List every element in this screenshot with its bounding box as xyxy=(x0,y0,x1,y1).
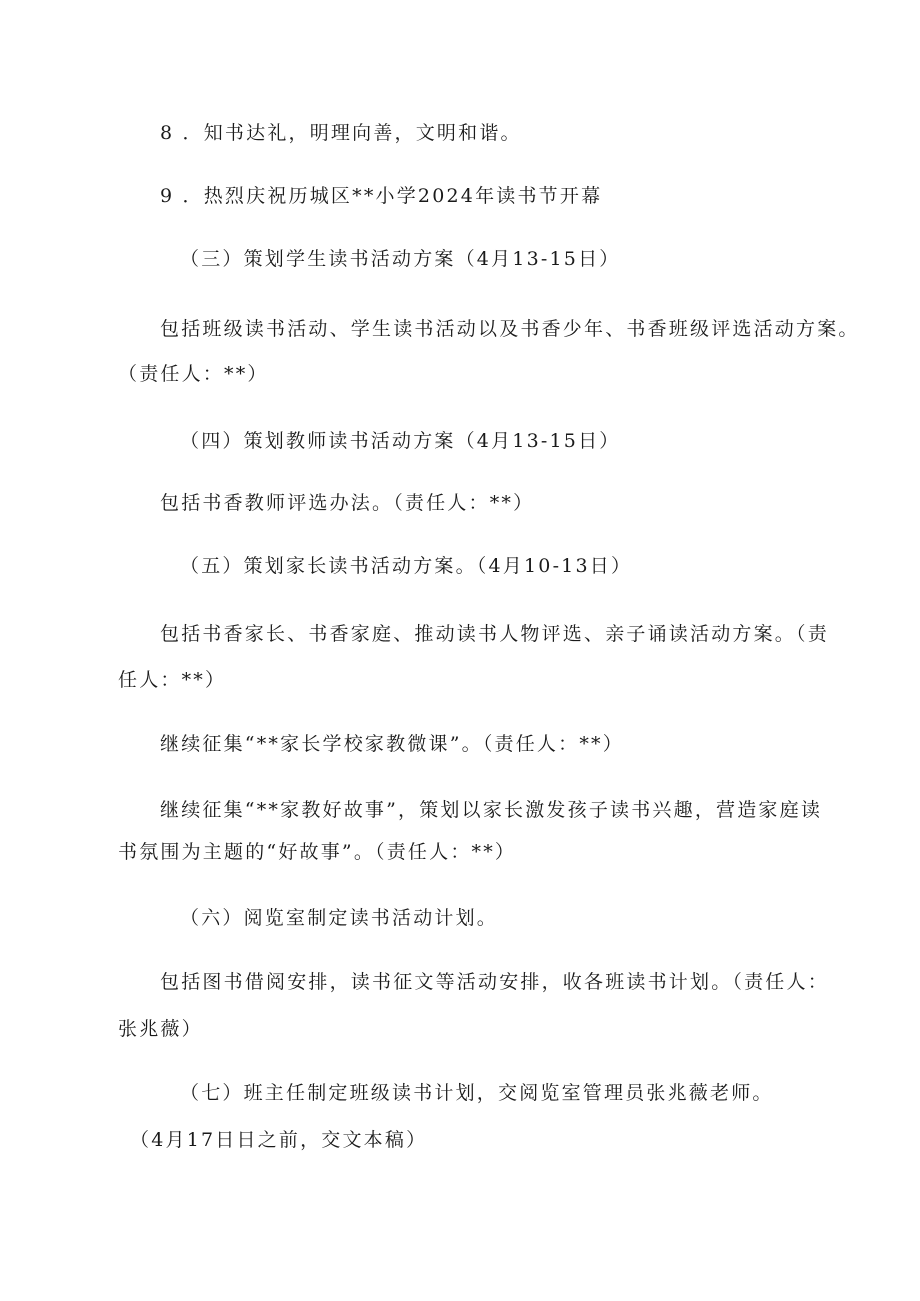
paragraph-student-plan-cont: （责任人：**） xyxy=(118,363,269,385)
section-heading-7: （七）班主任制定班级读书计划，交阅览室管理员张兆薇老师。 xyxy=(180,1082,774,1104)
paragraph-good-stories: 继续征集“**家教好故事”，策划以家长激发孩子读书兴趣，营造家庭读 xyxy=(160,799,823,821)
list-item-8: 8 ．知书达礼，明理向善，文明和谐。 xyxy=(160,122,522,144)
paragraph-teacher-plan: 包括书香教师评选办法。（责任人：**） xyxy=(160,492,535,514)
paragraph-reading-room-cont: 张兆薇） xyxy=(118,1018,203,1040)
paragraph-reading-room: 包括图书借阅安排，读书征文等活动安排，收各班读书计划。（责任人： xyxy=(160,971,829,993)
section-heading-3: （三）策划学生读书活动方案（4月13-15日） xyxy=(180,248,621,270)
section-heading-5: （五）策划家长读书活动方案。（4月10-13日） xyxy=(180,555,633,577)
paragraph-parent-plan: 包括书香家长、书香家庭、推动读书人物评选、亲子诵读活动方案。（责 xyxy=(160,623,829,645)
paragraph-micro-lesson: 继续征集“**家长学校家教微课”。（责任人：**） xyxy=(160,733,624,755)
paragraph-good-stories-cont: 书氛围为主题的“好故事”。（责任人：**） xyxy=(118,841,517,863)
paragraph-parent-plan-cont: 任人：**） xyxy=(118,669,227,691)
section-heading-6: （六）阅览室制定读书活动计划。 xyxy=(180,907,499,929)
section-heading-4: （四）策划教师读书活动方案（4月13-15日） xyxy=(180,430,621,452)
paragraph-student-plan: 包括班级读书活动、学生读书活动以及书香少年、书香班级评选活动方案。 xyxy=(160,318,860,340)
paragraph-deadline: （4月17日日之前，交文本稿） xyxy=(130,1129,428,1151)
list-item-9: 9 ．热烈庆祝历城区**小学2024年读书节开幕 xyxy=(160,185,603,207)
